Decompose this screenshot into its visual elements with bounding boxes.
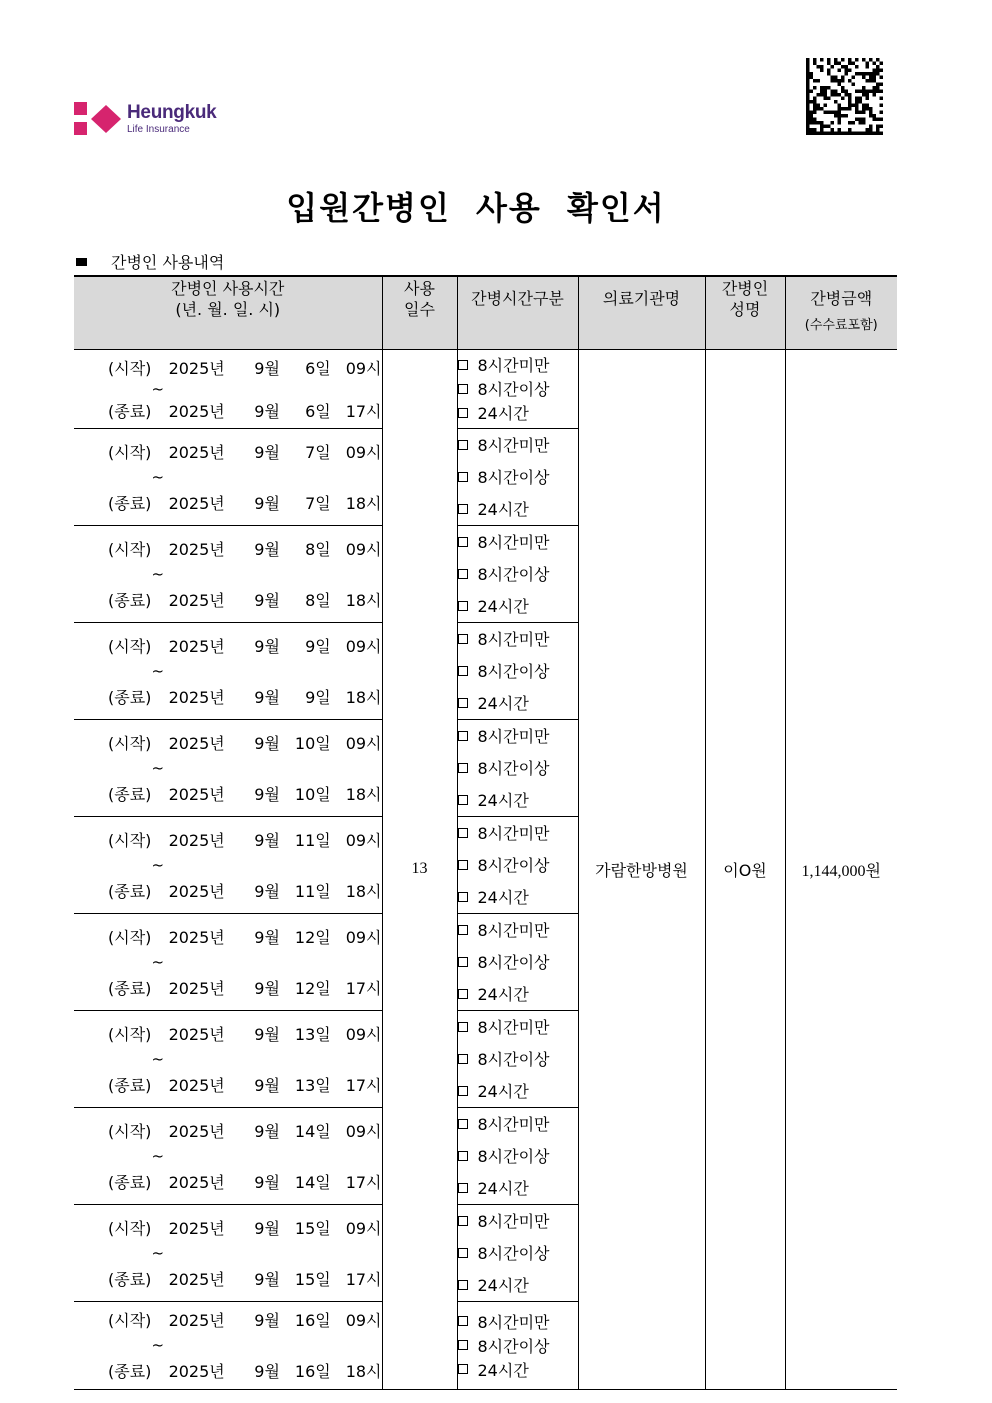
checkbox-icon[interactable] — [458, 989, 468, 999]
end-day: 11일 — [294, 881, 331, 901]
end-line — [74, 879, 382, 902]
end-day: 12일 — [294, 978, 331, 998]
checkbox-icon[interactable] — [458, 892, 468, 902]
end-hour: 17시 — [345, 1075, 382, 1095]
care-type-option — [458, 817, 578, 849]
end-hour: 18시 — [345, 784, 382, 804]
start-day: 9일 — [305, 636, 331, 656]
end-month: 9월 — [254, 784, 280, 804]
end-day: 7일 — [305, 493, 331, 513]
period-cell — [74, 1204, 382, 1301]
header-days-line2: 일수 — [404, 299, 435, 319]
days-cell — [382, 349, 457, 1389]
care-type-label: 24시간 — [477, 500, 529, 519]
end-hour: 18시 — [345, 1362, 382, 1381]
care-type-option — [458, 429, 578, 461]
end-year: 2025년 — [168, 493, 225, 513]
end-line — [74, 399, 382, 422]
end-label: (종료) — [108, 1362, 152, 1381]
care-type-label: 24시간 — [477, 404, 529, 423]
care-type-option — [458, 655, 578, 687]
end-hour: 18시 — [345, 881, 382, 901]
care-type-label: 8시간미만 — [477, 1115, 550, 1134]
start-year: 2025년 — [168, 1218, 225, 1238]
care-type-label: 8시간이상 — [477, 856, 550, 875]
range-tilde: ~ — [151, 661, 165, 680]
care-type-option — [458, 914, 578, 946]
header-caregiver — [705, 276, 785, 349]
range-tilde: ~ — [151, 952, 165, 971]
checkbox-icon[interactable] — [458, 601, 468, 611]
checkbox-icon[interactable] — [458, 731, 468, 741]
start-hour: 09시 — [345, 636, 382, 656]
end-year: 2025년 — [168, 978, 225, 998]
end-line — [74, 1359, 382, 1382]
start-hour: 09시 — [345, 1121, 382, 1141]
care-type-cell — [457, 1204, 578, 1301]
care-type-label: 8시간이상 — [477, 953, 550, 972]
checkbox-icon[interactable] — [458, 763, 468, 773]
care-type-option — [458, 752, 578, 784]
end-label: (종료) — [108, 881, 152, 901]
end-month: 9월 — [254, 401, 280, 421]
start-label: (시작) — [108, 830, 152, 850]
header-category-label: 간병시간구분 — [471, 289, 564, 308]
amount-cell — [785, 349, 897, 1389]
start-day: 6일 — [305, 358, 331, 378]
page-title: 입원간병인 사용 확인서 — [286, 189, 666, 227]
start-day: 12일 — [294, 927, 331, 947]
hospital-cell — [578, 349, 705, 1389]
start-hour: 09시 — [345, 830, 382, 850]
start-hour: 09시 — [345, 733, 382, 753]
start-line — [74, 440, 382, 463]
start-day: 14일 — [294, 1121, 331, 1141]
care-type-label: 8시간이상 — [477, 380, 550, 399]
end-month: 9월 — [254, 1075, 280, 1095]
start-label: (시작) — [108, 1121, 152, 1141]
checkbox-icon[interactable] — [458, 1280, 468, 1290]
start-day: 7일 — [305, 442, 331, 462]
start-day: 13일 — [294, 1024, 331, 1044]
header-period — [74, 276, 382, 349]
end-label: (종료) — [108, 590, 152, 610]
care-type-label: 24시간 — [477, 1360, 529, 1380]
start-line — [74, 356, 382, 379]
checkbox-icon[interactable] — [458, 472, 468, 482]
checkbox-icon[interactable] — [458, 1248, 468, 1258]
end-month: 9월 — [254, 881, 280, 901]
care-type-label: 8시간이상 — [477, 662, 550, 681]
checkbox-icon[interactable] — [458, 1119, 468, 1129]
days-cell-value: 13 — [411, 860, 428, 877]
checkbox-icon[interactable] — [458, 1340, 468, 1350]
checkbox-icon[interactable] — [458, 569, 468, 579]
checkbox-icon[interactable] — [458, 957, 468, 967]
end-hour: 17시 — [345, 401, 382, 421]
care-type-label: 24시간 — [477, 1082, 529, 1101]
end-line — [74, 782, 382, 805]
start-month: 9월 — [254, 1218, 280, 1238]
care-type-label: 24시간 — [477, 791, 529, 810]
start-month: 9월 — [254, 1311, 280, 1330]
period-cell — [74, 1107, 382, 1204]
start-day: 15일 — [294, 1218, 331, 1238]
start-line — [74, 537, 382, 560]
end-year: 2025년 — [168, 881, 225, 901]
end-line — [74, 588, 382, 611]
end-year: 2025년 — [168, 1269, 225, 1289]
end-day: 14일 — [294, 1172, 331, 1192]
checkbox-icon[interactable] — [458, 698, 468, 708]
start-month: 9월 — [254, 636, 280, 656]
care-type-cell — [457, 719, 578, 816]
checkbox-icon[interactable] — [458, 440, 468, 450]
start-hour: 09시 — [345, 358, 382, 378]
checkbox-icon[interactable] — [458, 360, 468, 370]
start-label: (시작) — [108, 539, 152, 559]
care-type-option — [458, 784, 578, 816]
end-day: 9일 — [305, 687, 331, 707]
checkbox-icon[interactable] — [458, 1151, 468, 1161]
care-type-label: 8시간미만 — [477, 727, 550, 746]
section-label: 간병인 사용내역 — [111, 253, 225, 272]
care-type-option — [458, 1075, 578, 1107]
header-hospital-label: 의료기관명 — [602, 289, 681, 308]
square-bullet-icon — [76, 258, 87, 266]
end-label: (종료) — [108, 401, 152, 421]
end-day: 13일 — [294, 1075, 331, 1095]
care-type-option — [458, 849, 578, 881]
checkbox-icon[interactable] — [458, 504, 468, 514]
care-type-option — [458, 1205, 578, 1237]
care-type-label: 24시간 — [477, 985, 529, 1004]
company-logo — [74, 100, 244, 140]
end-label: (종료) — [108, 1269, 152, 1289]
caregiver-cell-value: 이O원 — [723, 860, 767, 880]
care-type-label: 8시간미만 — [477, 921, 550, 940]
end-day: 6일 — [305, 401, 331, 421]
checkbox-icon[interactable] — [458, 1364, 468, 1374]
end-hour: 18시 — [345, 590, 382, 610]
care-type-label: 8시간미만 — [477, 1212, 550, 1231]
end-label: (종료) — [108, 493, 152, 513]
end-line — [74, 1073, 382, 1096]
start-month: 9월 — [254, 442, 280, 462]
hospital-cell-value: 가람한방병원 — [595, 860, 688, 880]
care-type-option — [458, 1108, 578, 1140]
range-tilde: ~ — [151, 467, 165, 486]
care-type-label: 24시간 — [477, 1276, 529, 1295]
start-hour: 09시 — [345, 1311, 382, 1330]
care-type-option — [458, 558, 578, 590]
start-month: 9월 — [254, 1024, 280, 1044]
caregiver-cell — [705, 349, 785, 1389]
start-year: 2025년 — [168, 358, 225, 378]
care-type-label: 8시간이상 — [477, 1336, 550, 1356]
checkbox-icon[interactable] — [458, 634, 468, 644]
care-type-option — [458, 946, 578, 978]
end-year: 2025년 — [168, 784, 225, 804]
checkbox-icon[interactable] — [458, 795, 468, 805]
care-type-option — [458, 590, 578, 622]
checkbox-icon[interactable] — [458, 1054, 468, 1064]
care-type-option — [458, 1269, 578, 1301]
end-month: 9월 — [254, 1172, 280, 1192]
start-line — [74, 828, 382, 851]
care-type-label: 8시간미만 — [477, 533, 550, 552]
start-month: 9월 — [254, 539, 280, 559]
end-year: 2025년 — [168, 590, 225, 610]
care-type-label: 8시간미만 — [477, 630, 550, 649]
start-label: (시작) — [108, 636, 152, 656]
period-cell — [74, 1301, 382, 1389]
start-month: 9월 — [254, 733, 280, 753]
care-type-option — [458, 720, 578, 752]
care-type-option — [458, 1237, 578, 1269]
care-type-option — [458, 687, 578, 719]
end-year: 2025년 — [168, 1075, 225, 1095]
care-type-option — [458, 881, 578, 913]
care-type-option — [458, 461, 578, 493]
care-type-label: 8시간이상 — [477, 1147, 550, 1166]
amount-cell-value: 1,144,000원 — [801, 862, 881, 880]
end-month: 9월 — [254, 493, 280, 513]
start-year: 2025년 — [168, 830, 225, 850]
care-type-label: 8시간이상 — [477, 565, 550, 584]
header-days — [382, 276, 457, 349]
period-cell — [74, 816, 382, 913]
start-hour: 09시 — [345, 927, 382, 947]
period-cell — [74, 428, 382, 525]
end-day: 10일 — [294, 784, 331, 804]
start-month: 9월 — [254, 358, 280, 378]
start-hour: 09시 — [345, 539, 382, 559]
end-label: (종료) — [108, 1075, 152, 1095]
care-type-cell — [457, 1107, 578, 1204]
start-label: (시작) — [108, 442, 152, 462]
start-label: (시작) — [108, 927, 152, 947]
end-month: 9월 — [254, 590, 280, 610]
care-type-label: 8시간미만 — [477, 436, 550, 455]
end-year: 2025년 — [168, 401, 225, 421]
start-line — [74, 1022, 382, 1045]
care-type-label: 8시간미만 — [477, 356, 550, 375]
checkbox-icon[interactable] — [458, 1183, 468, 1193]
care-type-cell — [457, 622, 578, 719]
end-month: 9월 — [254, 978, 280, 998]
start-year: 2025년 — [168, 636, 225, 656]
end-hour: 17시 — [345, 1269, 382, 1289]
period-cell — [74, 349, 382, 428]
table-row — [74, 349, 897, 428]
care-type-option — [458, 1043, 578, 1075]
checkbox-icon[interactable] — [458, 537, 468, 547]
period-cell — [74, 1010, 382, 1107]
checkbox-icon[interactable] — [458, 860, 468, 870]
period-cell — [74, 622, 382, 719]
start-day: 8일 — [305, 539, 331, 559]
header-hospital — [578, 276, 705, 349]
start-hour: 09시 — [345, 1218, 382, 1238]
end-line — [74, 1170, 382, 1193]
care-type-cell — [457, 428, 578, 525]
end-label: (종료) — [108, 978, 152, 998]
care-type-cell — [457, 525, 578, 622]
care-type-option — [458, 623, 578, 655]
header-category — [457, 276, 578, 349]
care-type-option — [458, 1333, 578, 1357]
header-amount-label: 간병금액 — [810, 289, 873, 308]
checkbox-icon[interactable] — [458, 1086, 468, 1096]
start-month: 9월 — [254, 927, 280, 947]
care-type-label: 8시간이상 — [477, 1244, 550, 1263]
care-type-cell — [457, 816, 578, 913]
end-day: 15일 — [294, 1269, 331, 1289]
logo-mark-icon — [74, 102, 124, 136]
range-tilde: ~ — [151, 1243, 165, 1262]
care-type-label: 8시간미만 — [477, 1312, 550, 1332]
care-type-label: 24시간 — [477, 597, 529, 616]
care-type-cell — [457, 913, 578, 1010]
checkbox-icon[interactable] — [458, 408, 468, 418]
end-year: 2025년 — [168, 1362, 225, 1381]
care-type-option — [458, 377, 578, 401]
range-tilde: ~ — [151, 855, 165, 874]
care-type-label: 8시간이상 — [477, 1050, 550, 1069]
care-type-cell — [457, 1301, 578, 1389]
start-label: (시작) — [108, 1311, 152, 1330]
caregiver-usage-table — [74, 275, 897, 1390]
start-line — [74, 634, 382, 657]
start-day: 10일 — [294, 733, 331, 753]
header-period-line1: 간병인 사용시간 — [171, 279, 285, 298]
section-heading — [76, 250, 224, 273]
start-year: 2025년 — [168, 442, 225, 462]
end-year: 2025년 — [168, 1172, 225, 1192]
care-type-cell — [457, 349, 578, 428]
logo-name: Heungkuk — [127, 102, 217, 123]
care-type-option — [458, 1140, 578, 1172]
care-type-label: 24시간 — [477, 694, 529, 713]
end-label: (종료) — [108, 784, 152, 804]
end-month: 9월 — [254, 1362, 280, 1381]
end-hour: 18시 — [345, 493, 382, 513]
range-tilde: ~ — [151, 1146, 165, 1165]
care-type-option — [458, 978, 578, 1010]
start-month: 9월 — [254, 1121, 280, 1141]
start-line — [74, 925, 382, 948]
start-label: (시작) — [108, 733, 152, 753]
start-day: 16일 — [294, 1311, 331, 1330]
header-caregiver-line2: 성명 — [729, 299, 761, 319]
checkbox-icon[interactable] — [458, 925, 468, 935]
end-year: 2025년 — [168, 687, 225, 707]
end-label: (종료) — [108, 687, 152, 707]
care-type-option — [458, 401, 578, 425]
care-type-label: 8시간미만 — [477, 824, 550, 843]
end-day: 16일 — [294, 1362, 331, 1381]
period-cell — [74, 913, 382, 1010]
start-line — [74, 1119, 382, 1142]
end-day: 8일 — [305, 590, 331, 610]
end-month: 9월 — [254, 687, 280, 707]
end-line — [74, 1267, 382, 1290]
end-hour: 17시 — [345, 1172, 382, 1192]
start-hour: 09시 — [345, 1024, 382, 1044]
range-tilde: ~ — [151, 758, 165, 777]
checkbox-icon[interactable] — [458, 828, 468, 838]
start-day: 11일 — [294, 830, 331, 850]
period-cell — [74, 719, 382, 816]
care-type-label: 8시간이상 — [477, 759, 550, 778]
end-line — [74, 685, 382, 708]
datamatrix-code-icon — [806, 58, 883, 135]
start-year: 2025년 — [168, 733, 225, 753]
checkbox-icon[interactable] — [458, 1216, 468, 1226]
logo-subtitle: Life Insurance — [127, 124, 190, 135]
header-period-line2: (년. 월. 일. 시) — [175, 299, 281, 319]
care-type-cell — [457, 1010, 578, 1107]
care-type-label: 8시간미만 — [477, 1018, 550, 1037]
start-label: (시작) — [108, 358, 152, 378]
range-tilde: ~ — [151, 379, 165, 398]
care-type-option — [458, 1309, 578, 1333]
end-month: 9월 — [254, 1269, 280, 1289]
start-year: 2025년 — [168, 927, 225, 947]
range-tilde: ~ — [151, 564, 165, 583]
header-amount — [785, 276, 897, 349]
care-type-label: 8시간이상 — [477, 468, 550, 487]
care-type-option — [458, 353, 578, 377]
checkbox-icon[interactable] — [458, 1022, 468, 1032]
period-cell — [74, 525, 382, 622]
start-label: (시작) — [108, 1024, 152, 1044]
start-hour: 09시 — [345, 442, 382, 462]
header-amount-note: (수수료포함) — [804, 317, 878, 333]
start-line — [74, 1216, 382, 1239]
checkbox-icon[interactable] — [458, 1316, 468, 1326]
end-hour: 17시 — [345, 978, 382, 998]
care-type-label: 24시간 — [477, 888, 529, 907]
end-hour: 18시 — [345, 687, 382, 707]
range-tilde: ~ — [151, 1336, 165, 1354]
start-month: 9월 — [254, 830, 280, 850]
care-type-option — [458, 1357, 578, 1381]
start-year: 2025년 — [168, 1024, 225, 1044]
care-type-option — [458, 526, 578, 558]
care-type-label: 24시간 — [477, 1179, 529, 1198]
start-year: 2025년 — [168, 1121, 225, 1141]
end-line — [74, 976, 382, 999]
header-caregiver-line1: 간병인 — [721, 279, 769, 298]
header-days-line1: 사용 — [404, 279, 435, 298]
range-tilde: ~ — [151, 1049, 165, 1068]
end-line — [74, 491, 382, 514]
start-line — [74, 1308, 382, 1331]
end-label: (종료) — [108, 1172, 152, 1192]
care-type-option — [458, 1172, 578, 1204]
start-year: 2025년 — [168, 539, 225, 559]
checkbox-icon[interactable] — [458, 384, 468, 394]
start-line — [74, 731, 382, 754]
start-label: (시작) — [108, 1218, 152, 1238]
checkbox-icon[interactable] — [458, 666, 468, 676]
start-year: 2025년 — [168, 1311, 225, 1330]
care-type-option — [458, 493, 578, 525]
care-type-option — [458, 1011, 578, 1043]
